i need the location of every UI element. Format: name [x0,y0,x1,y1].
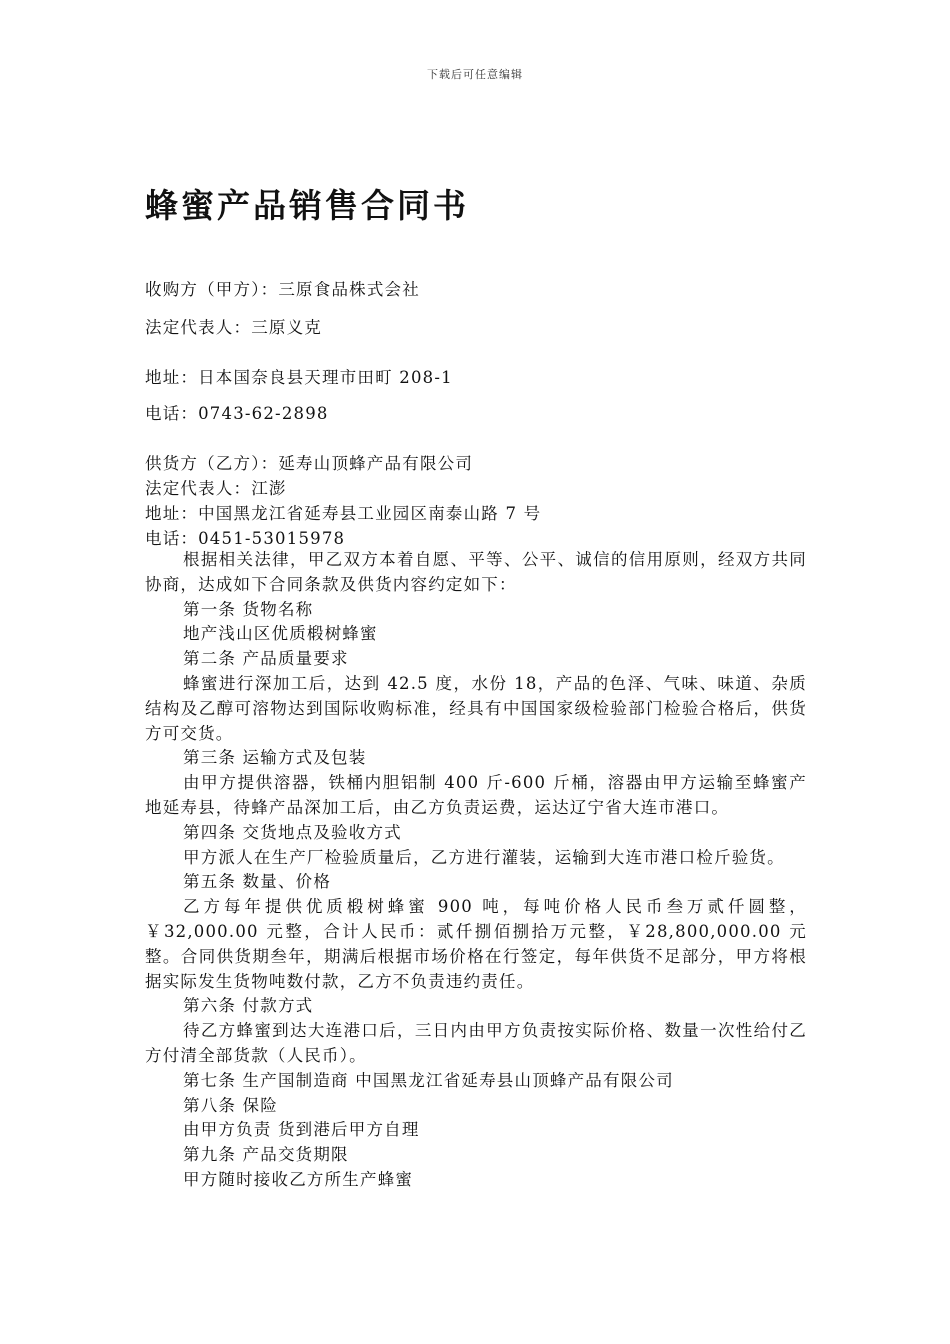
header-note: 下载后可任意编辑 [427,68,523,81]
article-6-title: 第六条 付款方式 [183,996,314,1016]
seller-phone: 电话：0451-53015978 [145,529,346,548]
article-8-text: 由甲方负责 货到港后甲方自理 [183,1120,420,1140]
article-7-title: 第七条 生产国制造商 中国黑龙江省延寿县山顶蜂产品有限公司 [183,1070,674,1090]
contract-title: 蜂蜜产品销售合同书 [145,186,469,225]
article-2-text: 蜂蜜进行深加工后，达到 42.5 度，水份 18，产品的色泽、气味、味道、杂质结构及乙醇可溶物达到国际收购标准，经具有中国国家级检验部门检验合格后，供货方可交货。 [145,673,807,743]
buyer-representative: 法定代表人：三原义克 [145,318,322,337]
article-3-text: 由甲方提供溶器，铁桶内胆铝制 400 斤-600 斤桶，溶器由甲方运输至蜂蜜产地延寿县，待蜂产品深加工后，由乙方负责运费，运达辽宁省大连市港口。 [145,773,807,817]
article-1-title: 第一条 货物名称 [183,599,314,619]
article-3-title: 第三条 运输方式及包装 [183,748,367,768]
article-5-title: 第五条 数量、价格 [183,872,332,892]
buyer-address: 地址：日本国奈良县天理市田町 208-1 [145,368,453,387]
article-6-text: 待乙方蜂蜜到达大连港口后，三日内由甲方负责按实际价格、数量一次性给付乙方付清全部货款（人民币）。 [145,1021,807,1065]
intro-paragraph: 根据相关法律，甲乙双方本着自愿、平等、公平、诚信的信用原则，经双方共同协商，达成如下合同条款及供货内容约定如下： [145,550,807,594]
buyer-party: 收购方（甲方）：三原食品株式会社 [145,280,420,299]
article-2-title: 第二条 产品质量要求 [183,649,349,669]
seller-party: 供货方（乙方）：延寿山顶蜂产品有限公司 [145,454,474,473]
article-9-text: 甲方随时接收乙方所生产蜂蜜 [183,1169,414,1189]
article-5-text: 乙方每年提供优质椴树蜂蜜 900 吨，每吨价格人民币叁万贰仟圆整，￥32,000.00 元整，合计人民币：贰仟捌佰捌拾万元整，￥28,800,000.00 元整。合同供货期叁年，期满后根据市场价格在行签定，每年供货不足部分，甲方将根据实际发生货物吨数付款，乙方不负责违约责任。 [145,897,807,991]
article-9-title: 第九条 产品交货期限 [183,1145,349,1165]
seller-address: 地址：中国黑龙江省延寿县工业园区南泰山路 7 号 [145,504,542,523]
article-1-text: 地产浅山区优质椴树蜂蜜 [183,624,378,644]
article-4-text: 甲方派人在生产厂检验质量后，乙方进行灌装，运输到大连市港口检斤验货。 [183,847,785,867]
article-8-title: 第八条 保险 [183,1095,278,1115]
article-4-title: 第四条 交货地点及验收方式 [183,822,402,842]
seller-representative: 法定代表人：江澎 [145,479,287,498]
buyer-phone: 电话：0743-62-2898 [145,404,329,423]
contract-body [145,548,807,1193]
